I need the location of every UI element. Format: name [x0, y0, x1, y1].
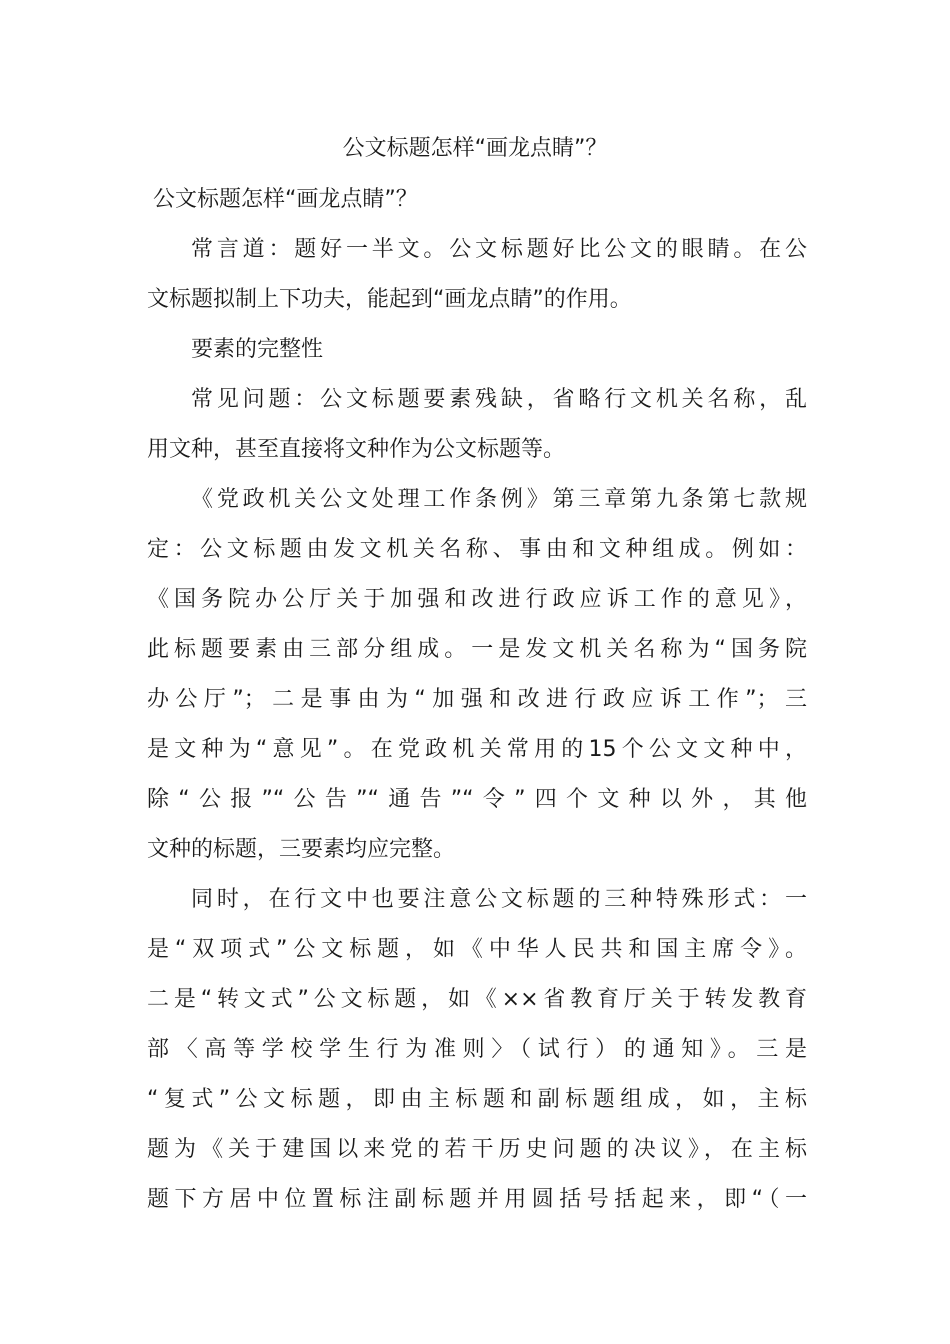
body-line: 办公厅”；二是事由为“加强和改进行政应诉工作”；三 [147, 687, 807, 712]
body-line: 用文种，甚至直接将文种作为公文标题等。 [147, 437, 566, 462]
body-line: 常言道：题好一半文。公文标题好比公文的眼睛。在公 [191, 237, 807, 262]
body-line: 定：公文标题由发文机关名称、事由和文种组成。例如： [147, 537, 807, 562]
body-line: 《党政机关公文处理工作条例》第三章第九条第七款规 [191, 487, 807, 512]
body-line: 是“双项式”公文标题，如《中华人民共和国主席令》。 [147, 937, 807, 962]
document-title: 公文标题怎样“画龙点睛”？ [342, 136, 608, 161]
body-line: “复式”公文标题，即由主标题和副标题组成，如，主标 [147, 1087, 807, 1112]
body-line: 题为《关于建国以来党的若干历史问题的决议》，在主标 [147, 1137, 807, 1162]
body-line: 文标题拟制上下功夫，能起到“画龙点睛”的作用。 [147, 287, 632, 312]
body-line: 文种的标题，三要素均应完整。 [147, 837, 456, 862]
document-body [147, 182, 807, 1232]
body-line: 常见问题：公文标题要素残缺，省略行文机关名称，乱 [191, 387, 807, 412]
body-line: 二是“转文式”公文标题，如《××省教育厅关于转发教育 [147, 987, 807, 1012]
body-line: 部〈高等学校学生行为准则〉（试行）的通知》。三是 [147, 1037, 807, 1062]
body-line: 公文标题怎样“画龙点睛”？ [153, 187, 418, 212]
body-line: 要素的完整性 [191, 337, 324, 362]
body-line: 此标题要素由三部分组成。一是发文机关名称为“国务院 [147, 637, 807, 662]
body-line: 同时，在行文中也要注意公文标题的三种特殊形式：一 [191, 887, 807, 912]
body-line: 《国务院办公厅关于加强和改进行政应诉工作的意见》， [147, 587, 807, 612]
body-line: 除“公报”“公告”“通告”“令”四个文种以外，其他 [147, 787, 807, 812]
body-line: 题下方居中位置标注副标题并用圆括号括起来，即“（一 [147, 1187, 807, 1212]
body-line: 是文种为“意见”。在党政机关常用的15个公文文种中， [147, 737, 807, 762]
